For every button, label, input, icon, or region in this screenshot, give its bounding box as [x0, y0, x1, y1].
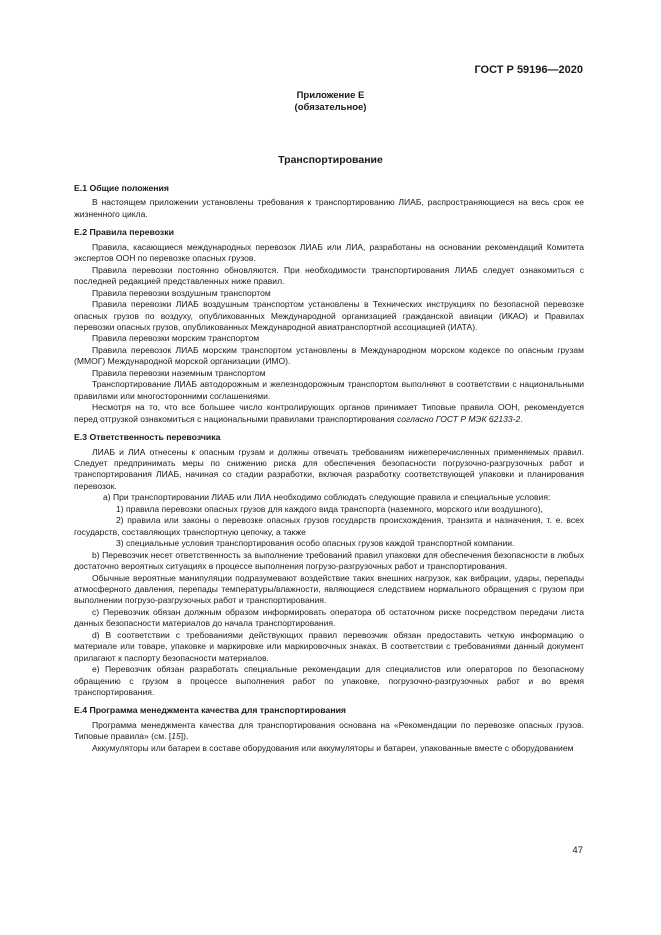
- page-number: 47: [572, 845, 583, 856]
- list-item: b) Перевозчик несет ответственность за выполнение требований правил упаковки для обеспечения безопасности в любых достаточно вероятных ситуациях в процессе выполнения погрузо-разгрузочных работ и транспортирования.: [74, 549, 584, 572]
- list-item: c) Перевозчик обязан должным образом информировать оператора об остаточном риске посредством передачи листа данных безопасности материалов до начала транспортирования.: [74, 606, 584, 629]
- paragraph-end: ]).: [180, 731, 189, 742]
- paragraph: Обычные вероятные манипуляции подразумевают воздействие таких внешних нагрузок, как вибрации, удары, перепады атмосферного давления, перепады температуры/влажности, являющиеся следствием нормального обращения с грузом при выполнении погрузо-разгрузочных работ и транспортирования.: [74, 572, 584, 606]
- paragraph: Правила перевозок ЛИАБ морским транспортом установлены в Международном морском кодексе по опасным грузам (ММОГ) Международной морской организации (ИМО).: [74, 344, 584, 367]
- paragraph: [74, 402, 584, 425]
- paragraph: Правила, касающиеся международных перевозок ЛИАБ или ЛИА, разработаны на основании рекомендаций Комитета экспертов ООН по перевозке опасных грузов.: [74, 241, 584, 264]
- annex-subtitle: (обязательное): [294, 102, 367, 113]
- standard-number: ГОСТ Р 59196—2020: [474, 64, 583, 76]
- paragraph-text: Несмотря на то, что все большее число контролирующих органов принимает Типовые правила ООН, рекомендуется перед отгрузкой ознакомиться с национальными правилами транспортирования: [74, 402, 584, 424]
- bibliography-reference: 15: [171, 731, 181, 742]
- paragraph: Правила перевозки постоянно обновляются. При необходимости транспортирования ЛИАБ следует ознакомиться с последней редакцией представленных ниже правил.: [74, 264, 584, 287]
- paragraph-text: Программа менеджмента качества для транспортирования основана на «Рекомендации по перевозке опасных грузов. Типовые правила» (см. [: [74, 719, 584, 742]
- paragraph: [74, 720, 584, 743]
- list-item: d) В соответствии с требованиями действующих правил перевозчик обязан предоставить четкую информацию о материале или товаре, упаковке и маркировке или маркировочных знаках. В соответствии с требованиями данный документ прилагают к паспорту безопасности материалов.: [74, 629, 584, 663]
- paragraph: ЛИАБ и ЛИА отнесены к опасным грузам и должны отвечать требованиям нижеперечисленных применяемых правил. Следует предпринимать меры по снижению риска для обеспечения безопасности погрузочно-разгрузочных работ и транспортирования ЛИАБ, начиная со стадии разработки, включая разработку соответствующей упаковки и планирования перевозок.: [74, 446, 584, 491]
- paragraph: Правила перевозки наземным транспортом: [92, 367, 266, 378]
- list-item: а) При транспортировании ЛИАБ или ЛИА необходимо соблюдать следующие правила и специальные условия:: [103, 492, 551, 503]
- list-item: 1) правила перевозки опасных грузов для каждого вида транспорта (наземного, морского или воздушного),: [116, 503, 543, 514]
- paragraph-end: .: [520, 413, 523, 424]
- section-heading-e2: Е.2 Правила перевозки: [74, 227, 174, 238]
- page-title: Транспортирование: [278, 154, 383, 166]
- section-heading-e3: Е.3 Ответственность перевозчика: [74, 432, 221, 443]
- paragraph: Транспортирование ЛИАБ автодорожным и железнодорожным транспортом выполняют в соответствии с национальными правилами или многосторонними соглашениями.: [74, 379, 584, 401]
- list-item: е) Перевозчик обязан разработать специальные рекомендации для специалистов или операторов по безопасному обращению с грузом в процессе выполнения работ по упаковке, погрузочно-разгрузочных работ и во время транспортирования.: [74, 664, 584, 698]
- section-heading-e4: Е.4 Программа менеджмента качества для транспортирования: [74, 705, 347, 716]
- list-item: 2) правила или законы о перевозке опасных грузов государств происхождения, транзита и назначения, т. е. всех государств, составляющих транспортную цепочку, а также: [74, 515, 584, 537]
- paragraph: Аккумуляторы или батареи в составе оборудования или аккумуляторы и батареи, упакованные вместе с оборудованием: [92, 742, 574, 753]
- paragraph: Правила перевозки воздушным транспортом: [92, 287, 271, 298]
- list-item: 3) специальные условия транспортирования особо опасных грузов каждой транспортной компании.: [116, 538, 515, 549]
- annex-title: Приложение Е: [296, 90, 365, 101]
- paragraph: В настоящем приложении установлены требования к транспортированию ЛИАБ, распространяющиеся на весь срок ее жизненного цикла.: [74, 197, 584, 219]
- paragraph: Правила перевозки ЛИАБ воздушным транспортом установлены в Технических инструкциях по безопасной перевозке опасных грузов по воздуху, опубликованных Международной организацией гражданской авиации (ИКАО) и Правилах перевозки опасных грузов, опубликованных Международной авиатранспортной ассоциацией (ИАТА).: [74, 299, 584, 332]
- paragraph: Правила перевозки морским транспортом: [92, 333, 260, 344]
- standard-reference: согласно ГОСТ Р МЭК 62133-2: [397, 413, 521, 424]
- section-heading-e1: Е.1 Общие положения: [74, 183, 169, 193]
- document-body: [74, 183, 584, 754]
